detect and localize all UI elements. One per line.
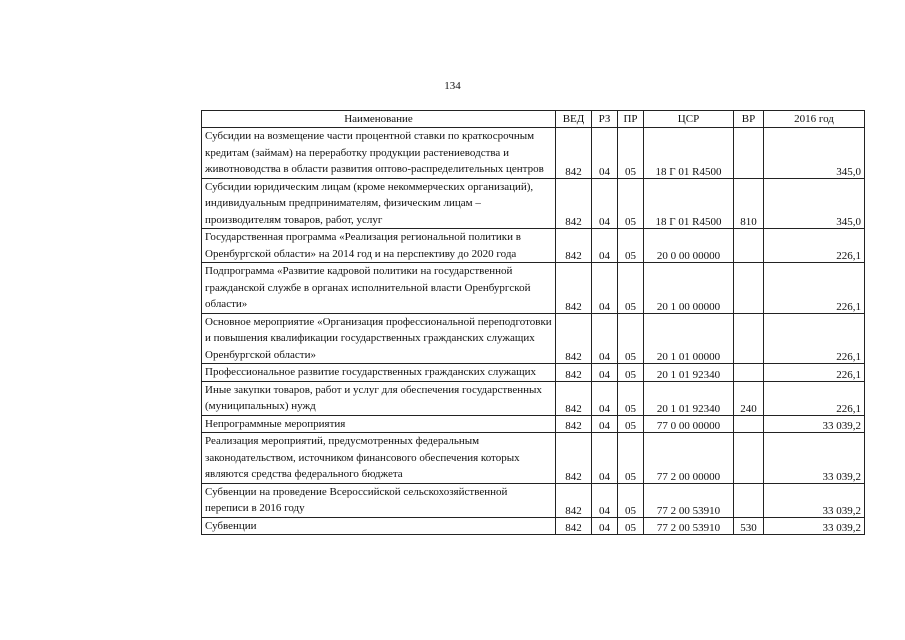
table-row	[202, 415, 865, 433]
header-rz: РЗ	[592, 111, 618, 128]
cell-pr: 05	[618, 364, 644, 382]
cell-csr: 77 0 00 00000	[644, 415, 734, 433]
cell-vr: 810	[734, 178, 764, 229]
cell-amount: 33 039,2	[764, 433, 865, 484]
cell-rz: 04	[592, 313, 618, 364]
table-row	[202, 313, 865, 364]
table-row	[202, 229, 865, 263]
table-header-row	[202, 111, 865, 128]
cell-csr: 18 Г 01 R4500	[644, 178, 734, 229]
cell-csr: 77 2 00 00000	[644, 433, 734, 484]
cell-csr: 77 2 00 53910	[644, 517, 734, 535]
cell-vr	[734, 263, 764, 314]
cell-ved: 842	[556, 483, 592, 517]
cell-name: Непрограммные мероприятия	[202, 415, 556, 433]
cell-amount: 226,1	[764, 381, 865, 415]
cell-amount: 345,0	[764, 178, 865, 229]
page-number: 134	[444, 80, 461, 92]
cell-vr	[734, 313, 764, 364]
cell-csr: 77 2 00 53910	[644, 483, 734, 517]
cell-ved: 842	[556, 229, 592, 263]
cell-rz: 04	[592, 517, 618, 535]
cell-name: Подпрограмма «Развитие кадровой политики на государственной гражданской службе в органах исполнительной власти Оренбургской области»	[202, 263, 556, 314]
cell-ved: 842	[556, 415, 592, 433]
cell-rz: 04	[592, 263, 618, 314]
header-csr: ЦСР	[644, 111, 734, 128]
cell-vr: 530	[734, 517, 764, 535]
cell-amount: 33 039,2	[764, 483, 865, 517]
cell-pr: 05	[618, 263, 644, 314]
cell-vr	[734, 483, 764, 517]
cell-name: Субвенции на проведение Всероссийской сельскохозяйственной переписи в 2016 году	[202, 483, 556, 517]
header-pr: ПР	[618, 111, 644, 128]
cell-vr	[734, 433, 764, 484]
cell-ved: 842	[556, 433, 592, 484]
cell-rz: 04	[592, 364, 618, 382]
cell-amount: 33 039,2	[764, 415, 865, 433]
cell-vr: 240	[734, 381, 764, 415]
cell-ved: 842	[556, 517, 592, 535]
cell-ved: 842	[556, 178, 592, 229]
cell-vr	[734, 415, 764, 433]
cell-amount: 345,0	[764, 128, 865, 179]
table-row	[202, 381, 865, 415]
cell-csr: 20 1 00 00000	[644, 263, 734, 314]
cell-pr: 05	[618, 313, 644, 364]
table-row	[202, 128, 865, 179]
cell-amount: 226,1	[764, 364, 865, 382]
cell-pr: 05	[618, 517, 644, 535]
table-row	[202, 263, 865, 314]
cell-pr: 05	[618, 415, 644, 433]
cell-rz: 04	[592, 415, 618, 433]
cell-ved: 842	[556, 381, 592, 415]
cell-rz: 04	[592, 178, 618, 229]
cell-rz: 04	[592, 433, 618, 484]
cell-csr: 20 1 01 92340	[644, 381, 734, 415]
cell-vr	[734, 229, 764, 263]
cell-rz: 04	[592, 483, 618, 517]
cell-vr	[734, 364, 764, 382]
cell-name: Субвенции	[202, 517, 556, 535]
cell-pr: 05	[618, 178, 644, 229]
budget-table	[201, 110, 865, 535]
cell-csr: 20 0 00 00000	[644, 229, 734, 263]
cell-name: Реализация мероприятий, предусмотренных федеральным законодательством, источником финансового обеспечения которых являются средства федерального бюджета	[202, 433, 556, 484]
table-row	[202, 178, 865, 229]
cell-name: Государственная программа «Реализация региональной политики в Оренбургской области» на 2014 год и на перспективу до 2020 года	[202, 229, 556, 263]
cell-rz: 04	[592, 229, 618, 263]
cell-amount: 226,1	[764, 313, 865, 364]
cell-ved: 842	[556, 364, 592, 382]
cell-pr: 05	[618, 229, 644, 263]
cell-name: Субсидии юридическим лицам (кроме некоммерческих организаций), индивидуальным предпринимателям, физическим лицам – производителям товаров, работ, услуг	[202, 178, 556, 229]
table-body	[202, 128, 865, 535]
cell-amount: 226,1	[764, 229, 865, 263]
cell-ved: 842	[556, 263, 592, 314]
cell-ved: 842	[556, 313, 592, 364]
cell-pr: 05	[618, 381, 644, 415]
header-year: 2016 год	[764, 111, 865, 128]
cell-pr: 05	[618, 483, 644, 517]
header-vr: ВР	[734, 111, 764, 128]
cell-pr: 05	[618, 433, 644, 484]
cell-vr	[734, 128, 764, 179]
cell-name: Основное мероприятие «Организация профессиональной переподготовки и повышения квалификации государственных гражданских служащих Оренбургской области»	[202, 313, 556, 364]
cell-name: Субсидии на возмещение части процентной ставки по краткосрочным кредитам (займам) на переработку продукции растениеводства и животноводства в области развития оптово-распределительных центров	[202, 128, 556, 179]
cell-name: Иные закупки товаров, работ и услуг для обеспечения государственных (муниципальных) нужд	[202, 381, 556, 415]
cell-ved: 842	[556, 128, 592, 179]
table-row	[202, 433, 865, 484]
cell-amount: 226,1	[764, 263, 865, 314]
cell-csr: 18 Г 01 R4500	[644, 128, 734, 179]
cell-rz: 04	[592, 381, 618, 415]
cell-csr: 20 1 01 92340	[644, 364, 734, 382]
cell-amount: 33 039,2	[764, 517, 865, 535]
cell-rz: 04	[592, 128, 618, 179]
table-row	[202, 364, 865, 382]
cell-csr: 20 1 01 00000	[644, 313, 734, 364]
header-name: Наименование	[202, 111, 556, 128]
header-ved: ВЕД	[556, 111, 592, 128]
cell-pr: 05	[618, 128, 644, 179]
table-row	[202, 483, 865, 517]
cell-name: Профессиональное развитие государственных гражданских служащих	[202, 364, 556, 382]
table-row	[202, 517, 865, 535]
